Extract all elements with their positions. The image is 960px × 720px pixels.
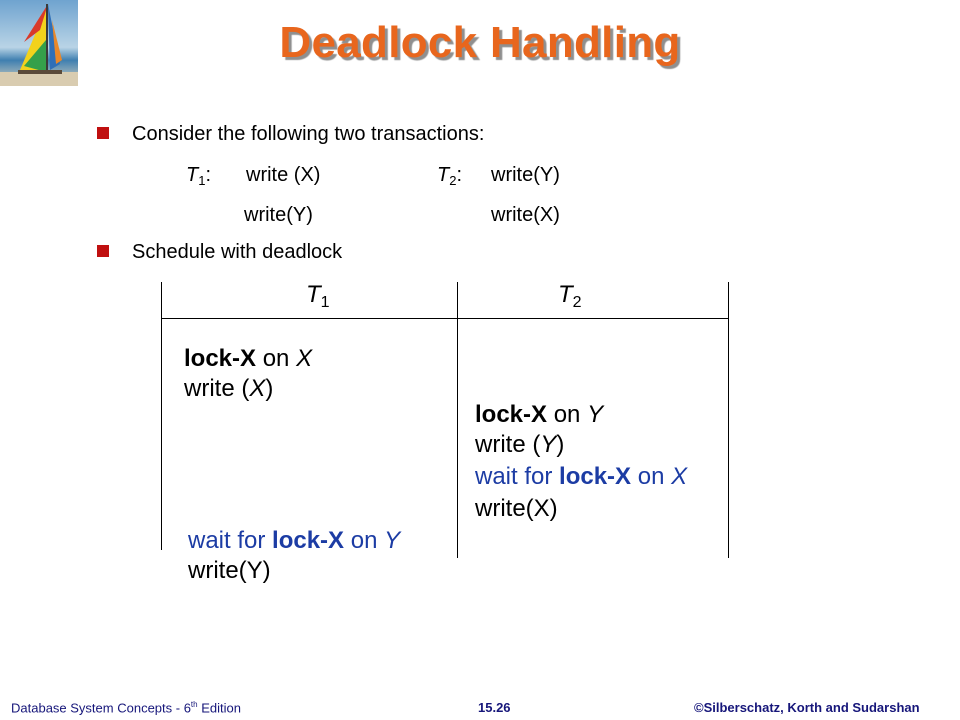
schedule-right-border — [728, 282, 729, 558]
schedule-header-rule — [161, 318, 729, 319]
schedule-header-t1: $T_1$ — [306, 281, 330, 311]
t2-write-x: write(X) — [475, 495, 558, 522]
t2-op-2: write(X) — [491, 204, 560, 226]
t2-label: $T_2$: — [437, 164, 463, 188]
t2-wait-lock-x-on-x: wait for lock-X on X — [475, 463, 688, 490]
footer-copyright: ©Silberschatz, Korth and Sudarshan — [694, 700, 920, 715]
t1-write-y: write(Y) — [188, 557, 271, 584]
t2-write-y: write (Y) — [475, 431, 565, 458]
t2-lock-x-on-y: lock-X on Y — [475, 401, 604, 428]
bullet-text-2: Schedule with deadlock — [132, 241, 343, 263]
t1-wait-lock-x-on-y: wait for lock-X on Y — [188, 527, 401, 554]
bullet-marker — [97, 245, 109, 257]
t1-write-x: write (X) — [184, 375, 274, 402]
footer-book-title: Database System Concepts - 6th Edition — [11, 700, 241, 716]
schedule-left-border — [161, 282, 162, 550]
t1-op-1: write (X) — [246, 164, 321, 186]
schedule-middle-divider — [457, 282, 458, 558]
t1-label: $T_1$: — [186, 164, 212, 188]
t1-lock-x-on-x: lock-X on X — [184, 345, 313, 372]
slide-title: Deadlock Handling — [279, 18, 681, 67]
t2-op-1: write(Y) — [491, 164, 560, 186]
schedule-header-t2: $T_2$ — [558, 281, 582, 311]
bullet-marker — [97, 127, 109, 139]
footer-slide-number: 15.26 — [478, 700, 511, 715]
bullet-text-1: Consider the following two transactions: — [132, 123, 485, 145]
t1-op-2: write(Y) — [244, 204, 313, 226]
